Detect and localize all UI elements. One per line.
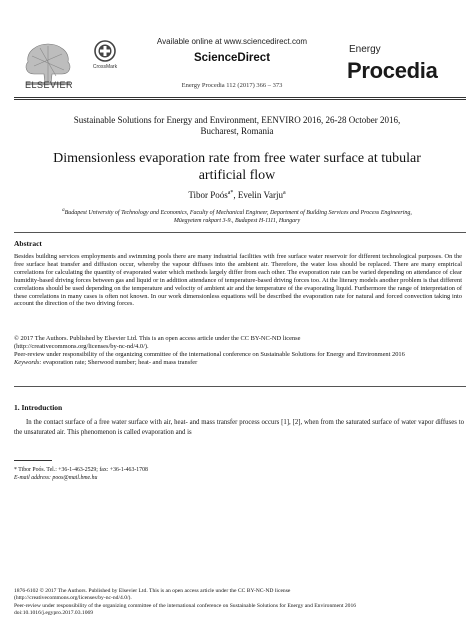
availability-prefix: Available online at (156, 37, 224, 46)
keywords-text: evaporation rate; Sherwood number; heat- and mass transfer (41, 358, 198, 366)
affiliation-marker: a (62, 208, 65, 213)
conference-line1: Sustainable Solutions for Energy and Environment, EENVIRO 2016, 26-28 October 2016, (73, 115, 401, 125)
author-2: , Evelin Varju (233, 190, 283, 200)
conference-info (20, 115, 454, 137)
journal-citation: Energy Procedia 112 (2017) 366 – 373 (181, 82, 283, 89)
footer-peer-review: Peer-review under responsibility of the organizing committee of the international conference on Sustainable Solutions for Energy and Environment 2016 (14, 602, 357, 609)
license-link[interactable]: (http://creativecommons.org/licenses/by-nc-nd/4.0/). (14, 342, 149, 350)
footnote-email: E-mail address: poos@mail.bme.hu (14, 475, 98, 481)
abstract-rights (14, 335, 454, 367)
footer-issn-line: 1876-6102 © 2017 The Authors. Published by Elsevier Ltd. This is an open access article under the CC BY-NC-ND license (14, 588, 291, 594)
title-line2: artificial flow (198, 168, 276, 183)
keywords-label: Keywords: (14, 358, 42, 366)
paper-title (20, 150, 454, 184)
affiliation-line2: Müegyetem rakpart 3-9., Budapest H-1111, Hungary (173, 218, 301, 224)
section-heading-introduction: 1. Introduction (14, 403, 63, 412)
sciencedirect-brand: ScienceDirect (193, 52, 271, 64)
peer-review-line: Peer-review under responsibility of the organizing committee of the international conference on Sustainable Solutions for Energy and Environment 2016 (14, 350, 405, 358)
copyright-line: © 2017 The Authors. Published by Elsevier Ltd. This is an open access article under the CC BY-NC-ND license (14, 335, 301, 342)
header-rule (14, 97, 466, 98)
conference-line2: Bucharest, Romania (200, 126, 274, 136)
author-1-marker: a* (227, 190, 234, 196)
affiliation (20, 207, 454, 225)
affiliation-line1: Budapest University of Technology and Economics, Faculty of Mechanical Engineer, Department of Building Services and Process Engineering, (64, 210, 412, 216)
author-list (20, 190, 454, 200)
footer-license-link[interactable]: (http://creativecommons.org/licenses/by-nc-nd/4.0/). (14, 595, 132, 602)
journal-name-line2: Procedia (347, 58, 438, 83)
author-1: Tibor Poós (188, 190, 228, 200)
journal-name-line1: Energy (349, 44, 381, 55)
introduction-body: In the contact surface of a free water surface with air, heat- and mass transfer process occurs [1], [2], when from the saturated surface of water vapor diffuses to the unsaturated air. This phenomenon is called evaporation and is (14, 419, 464, 436)
sciencedirect-link[interactable]: www.sciencedirect.com (223, 37, 308, 46)
abstract-heading: Abstract (14, 239, 42, 248)
footer-doi[interactable]: doi:10.1016/j.egypro.2017.03.1069 (14, 610, 94, 617)
keywords-line (14, 359, 454, 367)
crossmark-label: CrossMark (92, 64, 118, 70)
publisher-name: ELSEVIER (24, 80, 74, 90)
abstract-bottom-rule (14, 386, 466, 387)
abstract-top-rule (14, 232, 466, 233)
footnote (14, 466, 314, 482)
footnote-rule (14, 460, 52, 461)
header-rule-double (14, 99, 466, 100)
author-2-marker: a (283, 190, 286, 196)
abstract-body: Besides building services employments and swimming pools there are many industrial facilities with free surface water reservoir for different technological purposes. On the free surface heat transfer and diffusion occur, whereby the vapour diffuses into the ambient air. Therefore, the water loss should be replaced. There are many empirical correlations for calculating the quantity of evaporated water which methods largely differ from each other. The evaporation rate can be varied depending on attendance of clear humidity-based driving forces between gas and liquid or in addition attendance of temperature-based driving forces too. At the literary models another problem is that different correlations should be used depending on the temperature and velocity of ambient air and the temperature of the evaporating liquid. Furthermore the range of interpretation of these correlations in many cases is often not known. In our work dimensionless equations will be described the evaporation rate for natural and forced convection taking into account the direction of the two driving forces. (14, 253, 462, 308)
footnote-contact: * Tibor Poós. Tel.: +36-1-463-2529; fax: +36-1-463-1708 (14, 467, 148, 473)
availability-line (130, 37, 334, 46)
title-line1: Dimensionless evaporation rate from free water surface at tubular (53, 151, 421, 166)
crossmark-icon[interactable] (94, 40, 116, 62)
page-footer (14, 588, 466, 618)
